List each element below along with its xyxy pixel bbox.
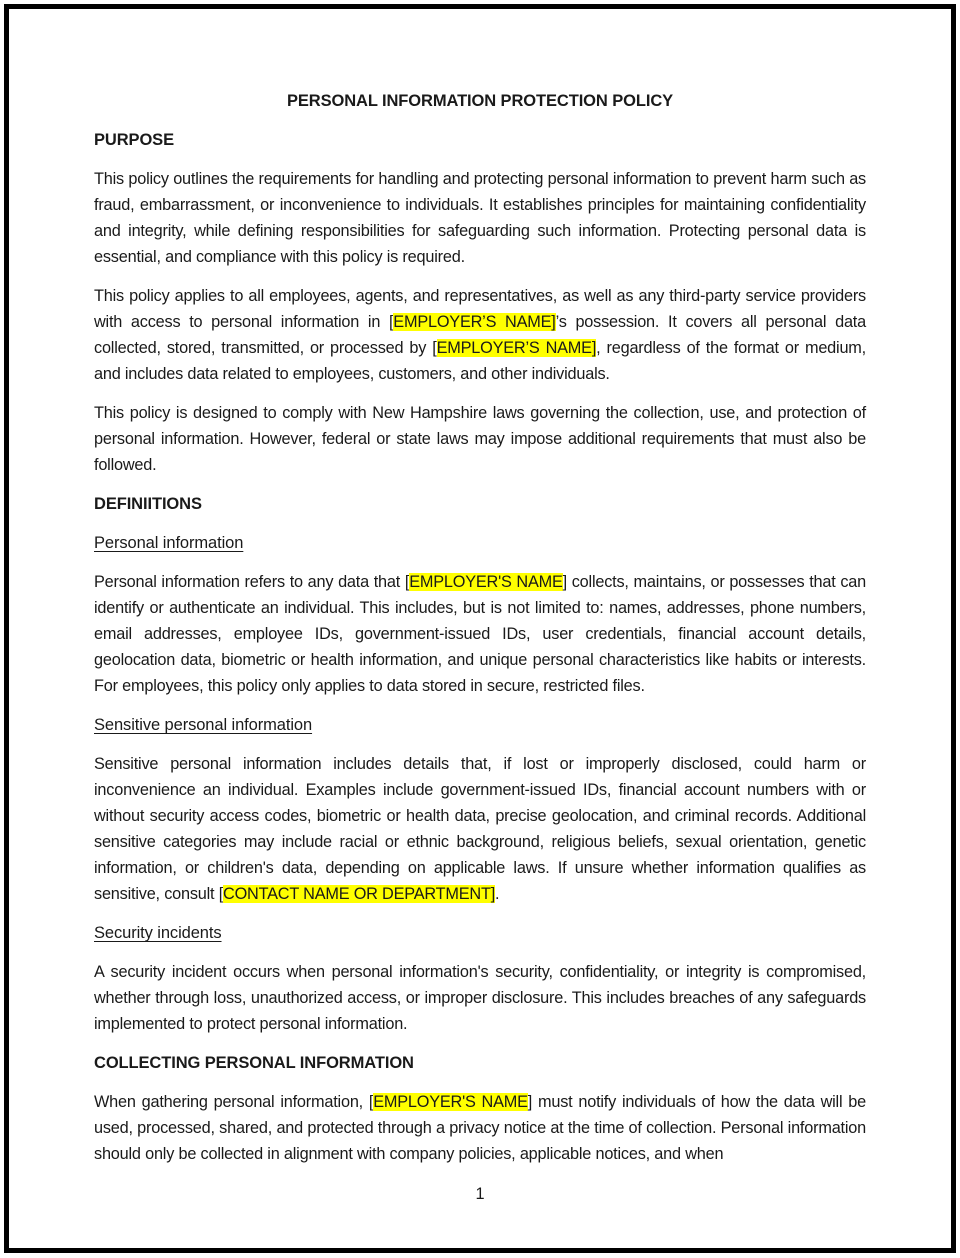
paragraph-security-incidents: [94, 959, 866, 1037]
heading-collecting-personal-information: [94, 1050, 866, 1076]
text-run: PURPOSE: [94, 131, 174, 149]
highlighted-placeholder: CONTACT NAME OR DEPARTMENT]: [223, 885, 496, 903]
paragraph-personal-information: [94, 569, 866, 699]
text-run: This policy outlines the requirements for handling and protecting personal information to prevent harm such as fraud, embarrassment, or inconvenience to individuals. It establishes principles for maintaining confidentiality and integrity, while defining responsibilities for safeguarding such information. Protecting personal data is essential, and compliance with this policy is required.: [94, 170, 866, 266]
paragraph-sensitive-personal-information: [94, 751, 866, 907]
subheading-security-incidents: [94, 920, 866, 946]
highlighted-placeholder: EMPLOYER'S NAME: [409, 573, 563, 591]
text-run: A security incident occurs when personal information's security, confidentiality, or integrity is compromised, whether through loss, unauthorized access, or improper disclosure. This includes breaches of any safeguards implemented to protect personal information.: [94, 963, 866, 1033]
text-run: , regardless of the format or medium, and includes data related to employees, customers, and other individuals.: [94, 339, 866, 383]
subheading-personal-information: [94, 530, 866, 556]
highlighted-placeholder: EMPLOYER'S NAME: [373, 1093, 528, 1111]
text-run: Security incidents: [94, 924, 222, 942]
heading-definitions: [94, 491, 866, 517]
highlighted-placeholder: EMPLOYER’S NAME]: [436, 339, 597, 357]
document-content: [94, 88, 866, 1207]
heading-purpose: [94, 127, 866, 153]
text-run: Personal information: [94, 534, 244, 552]
highlighted-placeholder: EMPLOYER’S NAME]: [393, 313, 556, 331]
document-title: [94, 88, 866, 114]
text-run: DEFINIITIONS: [94, 495, 202, 513]
text-run: This policy is designed to comply with New Hampshire laws governing the collection, use, and protection of personal information. However, federal or state laws may impose additional requirements that must also be followed.: [94, 404, 866, 474]
text-run: Sensitive personal information: [94, 716, 313, 734]
paragraph-collecting-personal-information: [94, 1089, 866, 1167]
text-run: ’s possession. It covers all personal data collected, stored, transmitted, or processed by [: [94, 313, 866, 357]
text-run: ] collects, maintains, or possesses that can identify or authenticate an individual. This includes, but is not limited to: names, addresses, phone numbers, email addresses, employee IDs, government-issued IDs, user credentials, financial account details, geolocation data, biometric or health information, and unique personal characteristics like habits or interests. For employees, this policy only applies to data stored in secure, restricted files.: [94, 573, 866, 695]
paragraph-purpose: [94, 166, 866, 270]
text-run: When gathering personal information, [: [94, 1093, 374, 1111]
text-run: This policy applies to all employees, agents, and representatives, as well as any third-party service providers with access to personal information in [: [94, 287, 866, 331]
paragraph-compliance: [94, 400, 866, 478]
text-run: PERSONAL INFORMATION PROTECTION POLICY: [286, 92, 674, 110]
subheading-sensitive-personal-information: [94, 712, 866, 738]
text-run: COLLECTING PERSONAL INFORMATION: [94, 1054, 414, 1072]
text-run: Personal information refers to any data that [: [94, 573, 410, 591]
page-number: 1: [475, 1185, 485, 1203]
paragraph-scope: [94, 283, 866, 387]
text-run: Sensitive personal information includes details that, if lost or improperly disclosed, could harm or inconvenience an individual. Examples include government-issued IDs, financial account numbers with or without security access codes, biometric or health data, precise geolocation, and criminal records. Additional sensitive categories may include racial or ethnic background, religious beliefs, sexual orientation, genetic information, or children's data, depending on applicable laws. If unsure whether information qualifies as sensitive, consult [: [94, 755, 866, 903]
text-run: .: [495, 885, 500, 903]
text-run: ] must notify individuals of how the data will be used, processed, shared, and protected through a privacy notice at the time of collection. Personal information should only be collected in alignment with company policies, applicable notices, and when: [94, 1093, 866, 1163]
